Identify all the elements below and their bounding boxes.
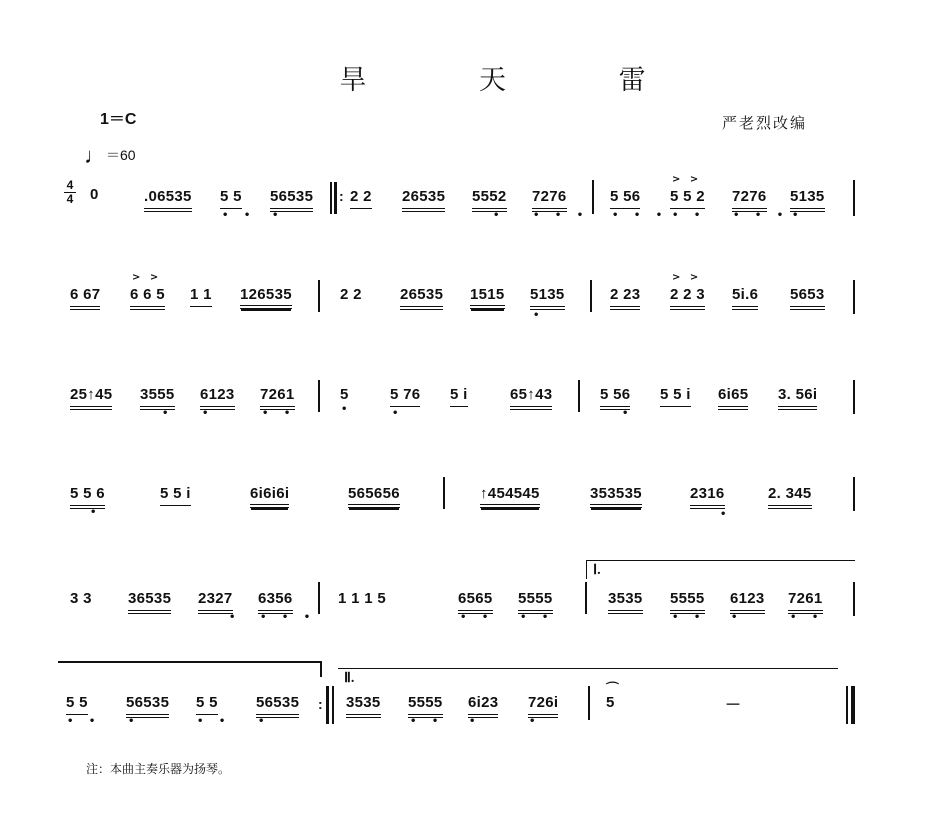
- accent-marks: > >: [672, 174, 702, 185]
- final-barline: [846, 686, 848, 724]
- lower-octave-dots: • •: [790, 612, 825, 623]
- sustain-dash: －: [725, 697, 742, 714]
- first-ending-label: Ⅰ.: [593, 563, 601, 578]
- repeat-sign: :: [339, 188, 344, 204]
- lower-octave-dots: • •: [262, 408, 297, 419]
- note-group: 6i65: [718, 386, 748, 410]
- note-group: 5i.6: [732, 286, 758, 310]
- lower-octave-dots: • •: [410, 716, 445, 727]
- note-group: 3. 56i: [778, 386, 817, 410]
- tempo-marking: [84, 143, 136, 169]
- repeat-barline: [326, 686, 329, 724]
- first-ending-end: [320, 661, 322, 677]
- note-group: 5135: [790, 188, 825, 212]
- note-group: 2. 345: [768, 485, 812, 509]
- note-group: 726i: [528, 694, 558, 718]
- note-group: 5 5 i: [660, 386, 691, 407]
- lower-octave-dot: •: [229, 612, 242, 623]
- note-group: 5: [340, 386, 349, 403]
- time-signature: 4 4: [64, 180, 76, 205]
- lower-octave-dots: • •: [197, 716, 232, 727]
- lower-octave-dot: •: [720, 509, 733, 520]
- repeat-sign: :: [318, 696, 323, 712]
- note-group: 5653: [790, 286, 825, 310]
- note-group: 3535: [608, 590, 643, 614]
- note-group: 6i23: [468, 694, 498, 718]
- lower-octave-dot: •: [392, 408, 405, 419]
- second-ending-bracket: [338, 668, 838, 687]
- note-group: 6i6i6i: [250, 485, 289, 508]
- barline: [318, 582, 320, 614]
- score-title: 旱 天 雷: [339, 65, 698, 96]
- lower-octave-dot: •: [128, 716, 141, 727]
- note-group: 6356: [258, 590, 293, 614]
- note-group: 565656: [348, 485, 400, 508]
- note-group: 2 23: [610, 286, 640, 310]
- note-group: 2 2: [350, 188, 372, 209]
- accent-marks: > >: [132, 272, 162, 283]
- note-group: 5555: [408, 694, 443, 718]
- note-group: 3555: [140, 386, 175, 410]
- lower-octave-dots: • •: [672, 210, 707, 221]
- arranger-credit: 严老烈改编: [722, 114, 808, 132]
- note-group: 6565: [458, 590, 493, 614]
- lower-octave-dot: •: [90, 507, 103, 518]
- note-group: 0: [90, 186, 99, 203]
- lower-octave-dot: •: [493, 210, 506, 221]
- barline: [332, 686, 334, 724]
- note-group: 65↑43: [510, 386, 552, 410]
- barline: [578, 380, 580, 412]
- lower-octave-dots: • •: [222, 210, 257, 221]
- lower-octave-dot: •: [202, 408, 215, 419]
- note-group: 6 67: [70, 286, 100, 310]
- staff-row-1: [0, 174, 933, 238]
- lower-octave-dot: •: [792, 210, 805, 221]
- note-group: 2 2: [340, 286, 362, 303]
- note-group: 26535: [400, 286, 443, 310]
- note-group: ↑454545: [480, 485, 540, 508]
- note-group: 5135: [530, 286, 565, 310]
- final-barline-thick: [851, 686, 855, 724]
- lower-octave-dot: •: [533, 310, 546, 321]
- quarter-note-icon: ♩: [84, 143, 106, 168]
- lower-octave-dot: •: [258, 716, 271, 727]
- tempo-value: ＝60: [106, 147, 136, 163]
- note-group: 7261: [260, 386, 295, 410]
- note-group: 56535: [270, 188, 313, 212]
- note-group: 5 i: [450, 386, 468, 407]
- second-ending-label: Ⅱ.: [344, 671, 355, 686]
- barline: [443, 477, 445, 509]
- lower-octave-dot: •: [529, 716, 542, 727]
- barline: [853, 477, 855, 511]
- repeat-barline: [334, 182, 337, 214]
- first-ending-continuation: [58, 661, 320, 663]
- note-group: 1515: [470, 286, 505, 309]
- note-group: 1 1: [190, 286, 212, 307]
- lower-octave-dots: • •: [520, 612, 555, 623]
- note-group: .06535: [144, 188, 192, 212]
- lower-octave-dot: •: [272, 210, 285, 221]
- barline: [318, 280, 320, 312]
- barline: [853, 582, 855, 616]
- note-group: 3535: [346, 694, 381, 718]
- note-group: 5 56: [610, 188, 640, 209]
- barline: [585, 582, 587, 614]
- note-group: 5 76: [390, 386, 420, 407]
- barline: [590, 280, 592, 312]
- barline: [853, 180, 855, 216]
- note-group: 5 5: [220, 188, 242, 209]
- barline: [330, 182, 332, 214]
- note-group: 126535: [240, 286, 292, 309]
- barline: [588, 686, 590, 720]
- staff-row-5: [0, 563, 933, 638]
- note-group: 56535: [126, 694, 169, 718]
- lower-octave-dots: • • •: [733, 210, 790, 221]
- note-group: 36535: [128, 590, 171, 614]
- note-group: 353535: [590, 485, 642, 508]
- lower-octave-dot: •: [162, 408, 175, 419]
- note-group: 25↑45: [70, 386, 112, 410]
- note-group: 26535: [402, 188, 445, 212]
- staff-row-6: [0, 671, 933, 742]
- lower-octave-dots: • • •: [260, 612, 317, 623]
- lower-octave-dots: • • •: [533, 210, 590, 221]
- note-group: 7276: [732, 188, 767, 212]
- note-group: 5555: [518, 590, 553, 614]
- key-signature: 1＝C: [100, 111, 137, 128]
- note-group: 2327: [198, 590, 233, 614]
- note-group: 5555: [670, 590, 705, 614]
- note-group: 5552: [472, 188, 507, 212]
- lower-octave-dots: • •: [460, 612, 495, 623]
- note-group: 2 2 3: [670, 286, 705, 310]
- note-group: 5 56: [600, 386, 630, 410]
- lower-octave-dots: • •: [672, 612, 707, 623]
- note-group: 5 5: [196, 694, 218, 715]
- note-group: 3 3: [70, 590, 92, 607]
- lower-octave-dot: •: [622, 408, 635, 419]
- lower-octave-dots: • •: [67, 716, 102, 727]
- note-group: 5: [606, 694, 615, 711]
- note-group: 7261: [788, 590, 823, 614]
- note-group: 5 5: [66, 694, 88, 715]
- staff-row-3: [0, 378, 933, 438]
- note-group: 6 6 5: [130, 286, 165, 310]
- barline: [853, 280, 855, 314]
- fermata-icon: ⌒: [606, 682, 620, 697]
- barline: [853, 380, 855, 414]
- note-group: 5 5 2: [670, 188, 705, 209]
- footnote: 注：本曲主奏乐器为扬琴。: [86, 762, 231, 776]
- lower-octave-dot: •: [469, 716, 482, 727]
- note-group: 7276: [532, 188, 567, 212]
- note-group: 5 5 6: [70, 485, 105, 509]
- accent-marks: > >: [672, 272, 702, 283]
- lower-octave-dot: •: [341, 404, 354, 415]
- staff-row-2: [0, 272, 933, 338]
- note-group: 5 5 i: [160, 485, 191, 506]
- note-group: 6123: [200, 386, 235, 410]
- barline: [318, 380, 320, 412]
- barline: [592, 180, 594, 214]
- note-group: 1 1 1 5: [338, 590, 386, 607]
- first-ending-bracket: [586, 560, 855, 579]
- staff-row-4: [0, 475, 933, 535]
- lower-octave-dots: • • •: [612, 210, 669, 221]
- note-group: 56535: [256, 694, 299, 718]
- note-group: 6123: [730, 590, 765, 614]
- lower-octave-dot: •: [731, 612, 744, 623]
- note-group: 2316: [690, 485, 725, 509]
